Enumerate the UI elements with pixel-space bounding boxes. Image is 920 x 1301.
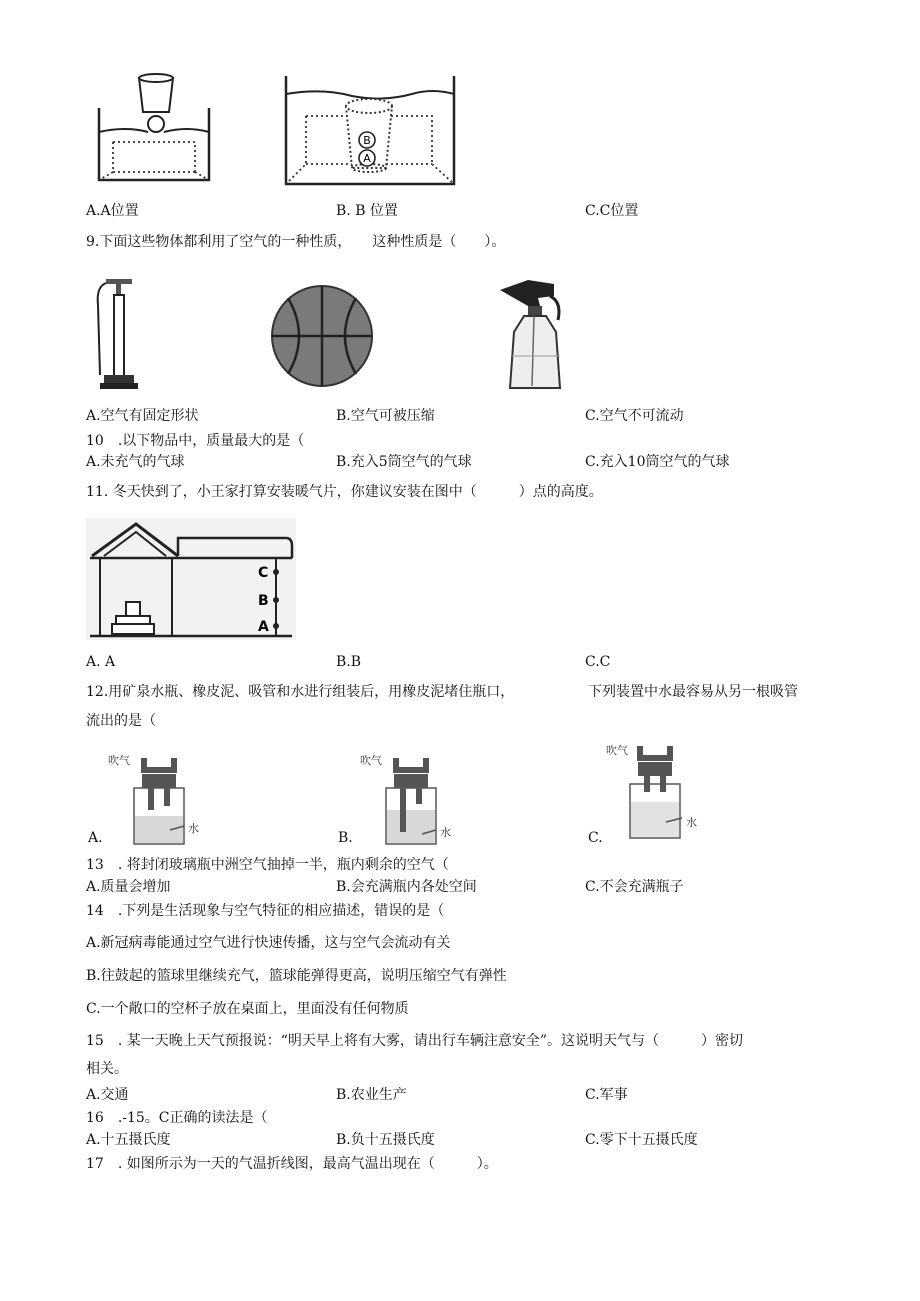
q11-option-c[interactable]: C.C [585,654,611,670]
bicycle-pump-icon [90,275,140,395]
q10-option-b[interactable]: B.充入5筒空气的气球 [336,454,472,470]
blow-label-b: 吹气 [360,754,382,767]
basketball-icon [270,284,374,388]
q8-option-c[interactable]: C.C位置 [585,203,639,219]
cup-label-a: A [363,152,371,165]
q12-bottle-c [604,738,714,842]
height-label-c: C [258,565,269,581]
q12-stem-line2: 流出的是（ [86,713,156,729]
q11-house-figure [86,518,296,640]
q12-bottle-a [104,748,214,848]
water-label-a: 水 [188,822,199,835]
q11-option-b[interactable]: B.B [336,654,362,670]
spray-bottle-icon [498,276,570,394]
q14-option-b[interactable]: B.往鼓起的篮球里继续充气，篮球能弹得更高，说明压缩空气有弹性 [86,968,507,984]
q16-option-c[interactable]: C.零下十五摄氏度 [585,1132,698,1148]
q12-bottle-b [356,748,466,848]
q9-option-a[interactable]: A.空气有固定形状 [86,408,199,424]
q17-stem: 17 . 如图所示为一天的气温折线图，最高气温出现在（ ）。 [86,1156,498,1172]
q15-option-b[interactable]: B.农业生产 [336,1087,407,1103]
q13-option-c[interactable]: C.不会充满瓶子 [585,879,684,895]
blow-label-a: 吹气 [108,754,130,767]
q16-option-b[interactable]: B.负十五摄氏度 [336,1132,435,1148]
q8-figure-floating-cup [95,72,215,184]
q13-option-b[interactable]: B.会充满瓶内各处空间 [336,879,477,895]
water-label-b: 水 [440,826,451,839]
q14-option-a[interactable]: A.新冠病毒能通过空气进行快速传播，这与空气会流动有关 [86,935,451,951]
q12-option-c[interactable]: C. [588,830,603,846]
q12-option-a[interactable]: A. [88,830,103,846]
q11-stem: 11. 冬天快到了，小王家打算安装暖气片，你建议安装在图中（ ）点的高度。 [86,484,603,500]
q15-stem-line1: 15 . 某一天晚上天气预报说：“明天早上将有大雾，请出行车辆注意安全”。这说明天气与（ ）密切 [86,1033,744,1049]
q9-option-b[interactable]: B.空气可被压缩 [336,408,435,424]
q16-stem: 16 .-15。C正确的读法是（ [86,1110,268,1126]
q13-option-a[interactable]: A.质量会增加 [86,879,171,895]
q9-option-c[interactable]: C.空气不可流动 [585,408,684,424]
q11-option-a[interactable]: A. A [86,654,116,670]
q8-option-a[interactable]: A.A位置 [86,203,139,219]
q12-stem-line1: 12.用矿泉水瓶、橡皮泥、吸管和水进行组装后，用橡皮泥堵住瓶口， [86,684,515,700]
q10-option-a[interactable]: A.未充气的气球 [86,454,185,470]
q16-option-a[interactable]: A.十五摄氏度 [86,1132,171,1148]
q10-option-c[interactable]: C.充入10筒空气的气球 [585,454,730,470]
q12-option-b[interactable]: B. [338,830,353,846]
height-label-a: A [258,619,269,635]
q14-stem: 14 .下列是生活现象与空气特征的相应描述，错误的是（ [86,903,445,919]
cup-label-b: B [363,134,371,147]
q15-option-c[interactable]: C.军事 [585,1087,628,1103]
q13-stem: 13 . 将封闭玻璃瓶中洲空气抽掉一半，瓶内剩余的空气（ [86,857,449,873]
q14-option-c[interactable]: C.一个敞口的空杯子放在桌面上，里面没有任何物质 [86,1001,409,1017]
q15-stem-line2: 相关。 [86,1061,128,1077]
q12-stem-line1-continued: 下列装置中水最容易从另一根吸管 [588,684,798,700]
q8-figure-submerged-cup [282,72,458,188]
q9-stem: 9.下面这些物体都利用了空气的一种性质， 这种性质是（ ）。 [86,234,506,250]
height-label-b: B [258,593,269,609]
water-label-c: 水 [686,816,697,829]
q8-option-b[interactable]: B. B 位置 [336,203,398,219]
q10-stem: 10 .以下物品中，质量最大的是（ [86,433,305,449]
blow-label-c: 吹气 [606,744,628,757]
q15-option-a[interactable]: A.交通 [86,1087,129,1103]
